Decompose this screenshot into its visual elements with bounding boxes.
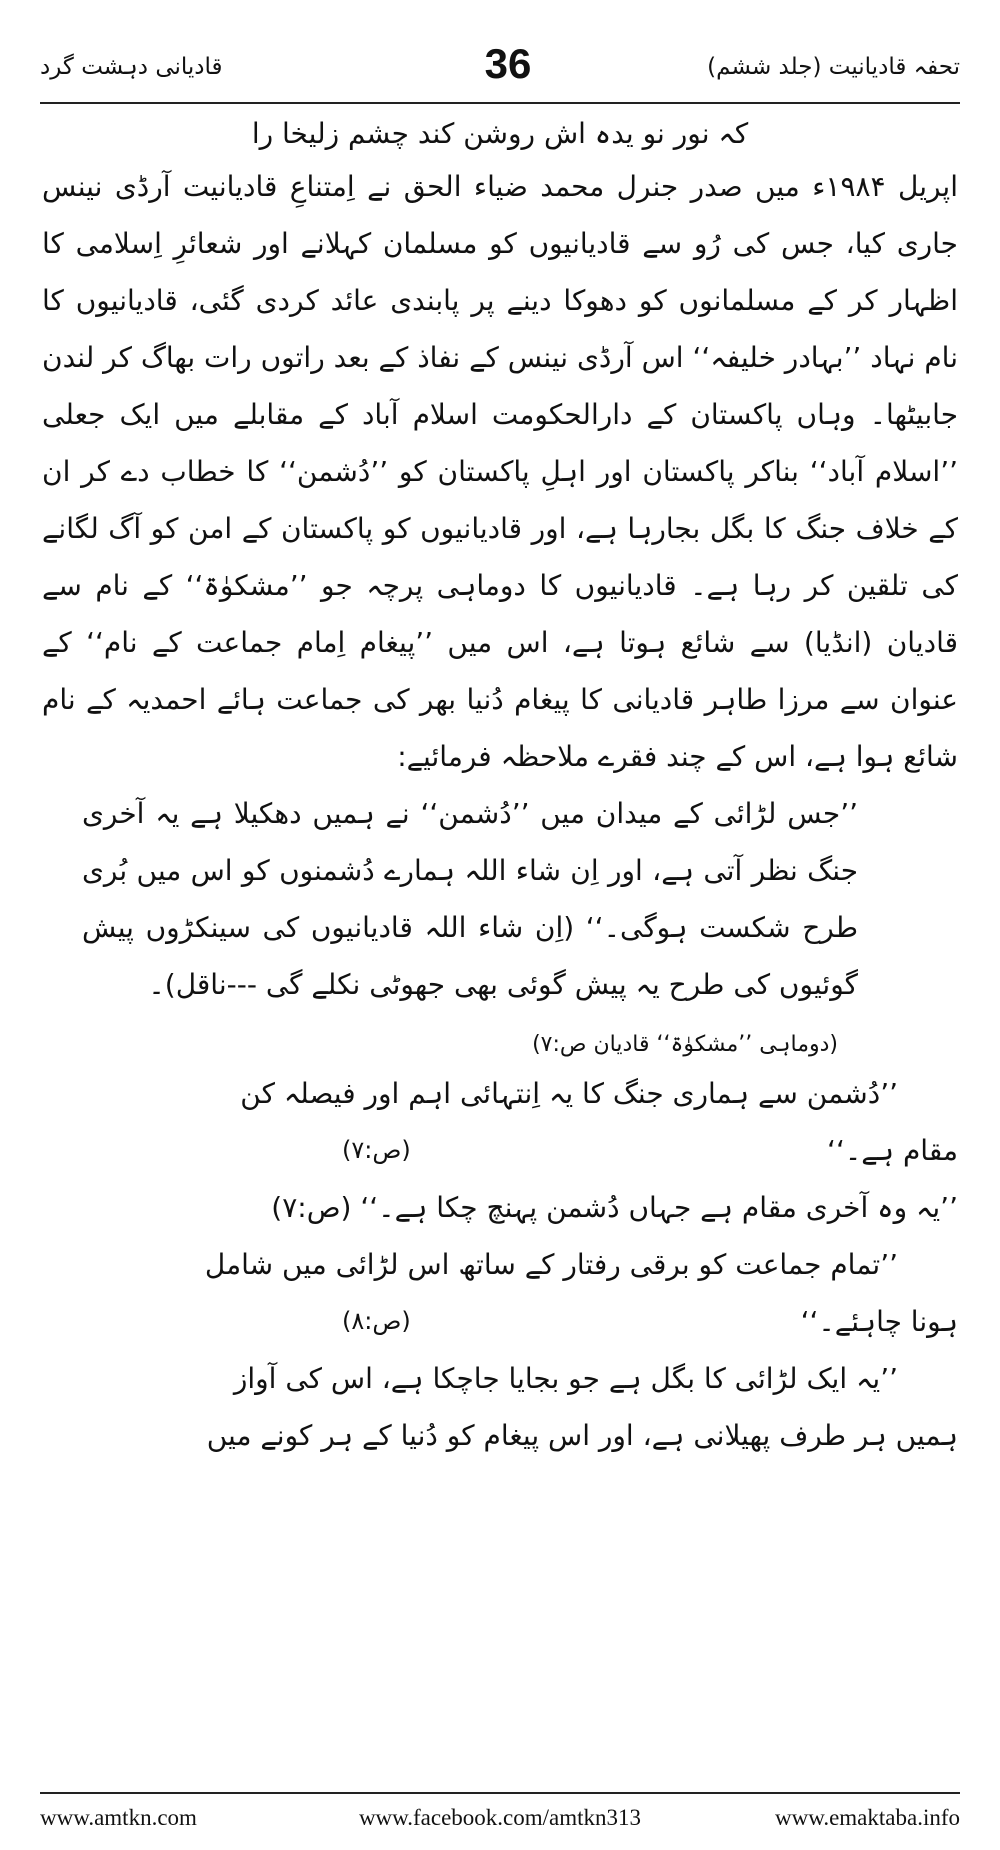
chapter-title: قادیانی دہشت گرد — [40, 54, 223, 80]
quote-5-line-2: ہمیں ہر طرف پھیلانی ہے، اور اس پیغام کو دُنیا کے ہر کونے میں — [206, 1419, 958, 1452]
persian-verse: کہ نور نو یدہ اش روشن کند چشم زلیخا را — [251, 117, 749, 150]
quote-3: ’’یہ وہ آخری مقام ہے جہاں دُشمن پہنچ چکا ہے۔‘‘ (ص:۷) — [271, 1191, 958, 1224]
footer-link-facebook[interactable]: www.facebook.com/amtkn313 — [358, 1805, 642, 1830]
footer-rule — [40, 1792, 960, 1794]
quote-source: (دوماہی ’’مشکوٰۃ‘‘ قادیان ص:۷) — [532, 1032, 838, 1057]
header-rule — [40, 102, 960, 104]
page-body — [42, 110, 958, 1464]
quote-4-text: ہونا چاہئے۔‘‘ — [800, 1305, 958, 1338]
quote-2-line-2 — [42, 1122, 958, 1179]
quote-4-line-2 — [42, 1293, 958, 1350]
page-footer — [40, 1805, 960, 1835]
page-number: 36 — [484, 40, 532, 87]
main-paragraph: اپریل ۱۹۸۴ء میں صدر جنرل محمد ضیاء الحق نے اِمتناعِ قادیانیت آرڈی نینس جاری کیا، جس کی رُو سے قادیانیوں کو مسلمان کہلانے اور شعائرِ اِسلامی کا اظہار کر کے مسلمانوں کو دھوکا دینے پر پابندی عائد کردی گئی، قادیانیوں کا نام نہاد ’’بہادر خلیفہ‘‘ اس آرڈی نینس کے نفاذ کے بعد راتوں رات بھاگ کر لندن جابیٹھا۔ وہاں پاکستان کے دارالحکومت اسلام آباد کے مقابلے میں ایک جعلی ’’اسلام آباد‘‘ بناکر پاکستان اور اہلِ پاکستان کو ’’دُشمن‘‘ کا خطاب دے کر ان کے خلاف جنگ کا بگل بجارہا ہے، اور قادیانیوں کو پاکستان کے امن کو آگ لگانے کی تلقین کر رہا ہے۔ قادیانیوں کا دوماہی پرچہ جو ’’مشکوٰۃ‘‘ کے نام سے قادیان (انڈیا) سے شائع ہوتا ہے، اس میں ’’پیغام اِمام جماعت کے نام‘‘ کے عنوان سے مرزا طاہر قادیانی کا پیغام دُنیا بھر کی جماعت ہائے احمدیہ کے نام شائع ہوا ہے، اس کے چند فقرے ملاحظہ فرمائیے: — [42, 170, 959, 773]
book-title: تحفہ قادیانیت (جلد ششم) — [707, 54, 960, 80]
quote-2-line-1: ’’دُشمن سے ہماری جنگ کا یہ اِنتہائی اہم اور فیصلہ کن — [240, 1077, 898, 1110]
quote-2-text: مقام ہے۔‘‘ — [827, 1134, 958, 1167]
quote-block-1: ’’جس لڑائی کے میدان میں ’’دُشمن‘‘ نے ہمیں دھکیلا ہے یہ آخری جنگ نظر آتی ہے، اور اِن شاء اللہ ہمارے دُشمنوں کو اس میں بُری طرح شکست ہوگی۔‘‘ (اِن شاء اللہ قادیانیوں کی سینکڑوں پیش گوئیوں کی طرح یہ پیش گوئی بھی جھوٹی نکلے گی ---ناقل)۔ — [82, 797, 858, 1001]
quote-4-ref: (ص:۸) — [342, 1307, 411, 1335]
quote-4-line-1: ’’تمام جماعت کو برقی رفتار کے ساتھ اس لڑائی میں شامل — [204, 1248, 898, 1281]
quote-2-ref: (ص:۷) — [342, 1136, 411, 1164]
quote-5-line-1: ’’یہ ایک لڑائی کا بگل ہے جو بجایا جاچکا ہے، اس کی آواز — [233, 1362, 898, 1395]
footer-link-emaktaba[interactable]: www.emaktaba.info — [775, 1805, 960, 1830]
footer-link-amtkn[interactable]: www.amtkn.com — [40, 1805, 197, 1830]
page-header — [40, 40, 960, 90]
